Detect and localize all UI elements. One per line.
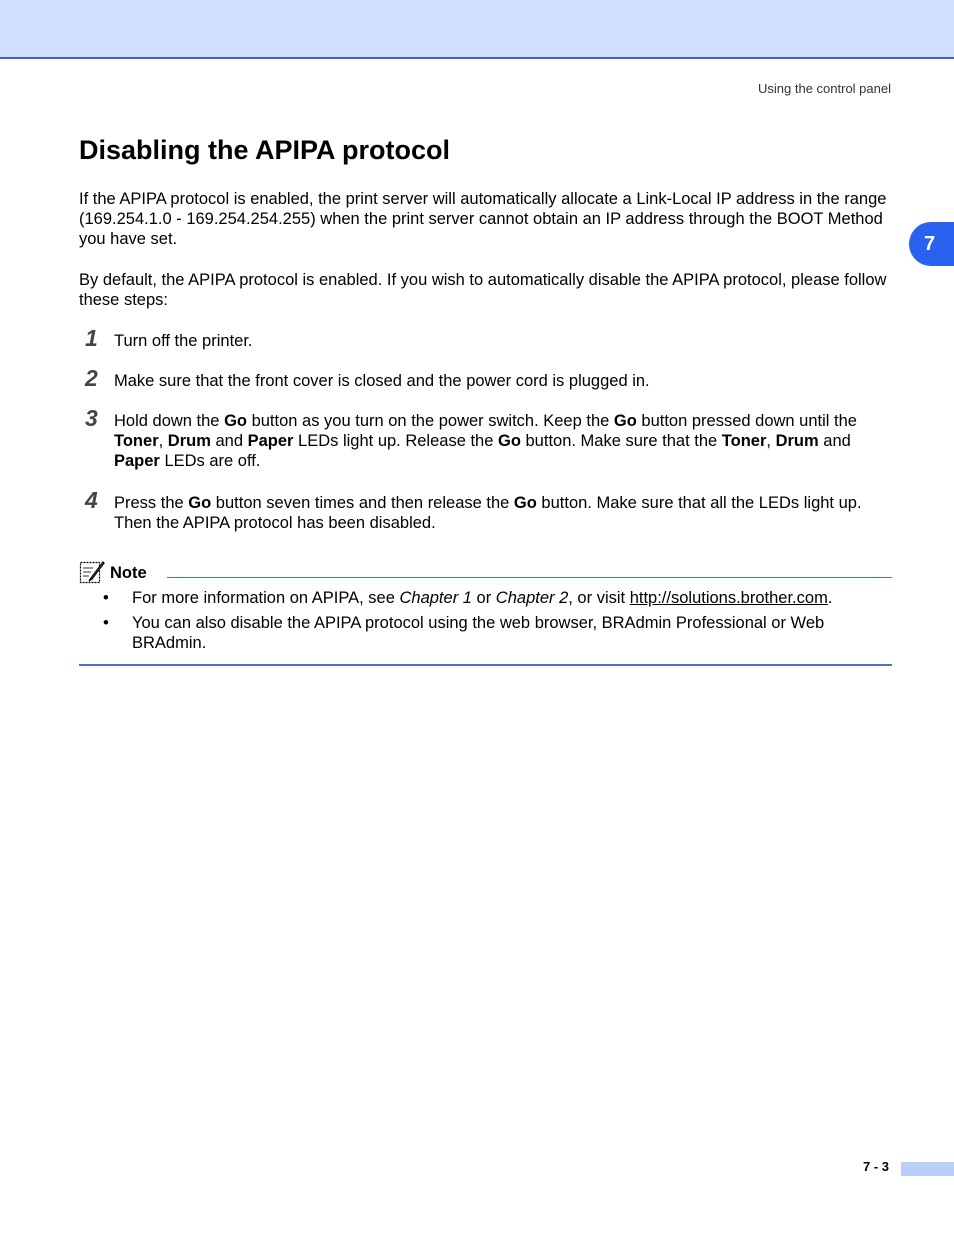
page-number: 7 - 3	[863, 1159, 890, 1174]
step-text: Press the Go button seven times and then release the Go button. Make sure that all the LEDs light up. Then the APIPA protocol has been disabled.	[114, 494, 862, 532]
intro-paragraph-2: By default, the APIPA protocol is enabled. If you wish to automatically disable the APIPA protocol, please follow these steps:	[79, 271, 887, 309]
note-bottom-rule	[79, 664, 892, 666]
step-text: Hold down the Go button as you turn on the power switch. Keep the Go button pressed down until the Toner, Drum and Paper LEDs light up. Release the Go button. Make sure that the Toner, Drum and Paper LEDs are off.	[114, 412, 857, 470]
running-header: Using the control panel	[758, 81, 891, 96]
page-title: Disabling the APIPA protocol	[79, 135, 451, 165]
chapter-tab: 7	[909, 222, 954, 266]
note-rule	[167, 577, 892, 578]
note-header	[79, 560, 892, 584]
step-text: Turn off the printer.	[114, 332, 253, 350]
chapter-reference: Chapter 1	[399, 589, 472, 607]
toner-led-label: Toner	[114, 432, 159, 450]
go-button-label: Go	[224, 412, 247, 430]
chapter-reference: Chapter 2	[495, 589, 569, 607]
step-number: 4	[85, 487, 98, 513]
step-number: 3	[85, 405, 98, 431]
step-number: 1	[85, 325, 98, 351]
go-button-label: Go	[188, 494, 212, 512]
paper-led-label: Paper	[247, 432, 294, 450]
note-pencil-icon	[79, 560, 105, 584]
solutions-link[interactable]: http://solutions.brother.com	[629, 589, 828, 607]
note-label: Note	[110, 564, 147, 582]
toner-led-label: Toner	[721, 432, 767, 450]
page-tab	[901, 1162, 954, 1176]
bullet-text: For more information on APIPA, see Chapter 1 or Chapter 2, or visit http://solutions.brother.com.	[132, 589, 833, 607]
intro-paragraph-1: If the APIPA protocol is enabled, the print server will automatically allocate a Link-Local IP address in the range (169.254.1.0 - 169.254.254.255) when the print server cannot obtain an IP address through the BOOT Method you have set.	[79, 190, 887, 248]
paper-led-label: Paper	[114, 452, 160, 470]
step-text: Make sure that the front cover is closed and the power cord is plugged in.	[114, 372, 650, 390]
bullet-glyph: •	[103, 614, 109, 632]
drum-led-label: Drum	[167, 432, 211, 450]
go-button-label: Go	[613, 412, 637, 430]
go-button-label: Go	[498, 432, 521, 450]
go-button-label: Go	[513, 494, 537, 512]
step-number: 2	[85, 365, 98, 391]
bullet-glyph: •	[103, 589, 109, 607]
bullet-text: You can also disable the APIPA protocol using the web browser, BRAdmin Professional or Web BRAdmin.	[132, 614, 825, 652]
header-band	[0, 0, 954, 59]
drum-led-label: Drum	[775, 432, 819, 450]
